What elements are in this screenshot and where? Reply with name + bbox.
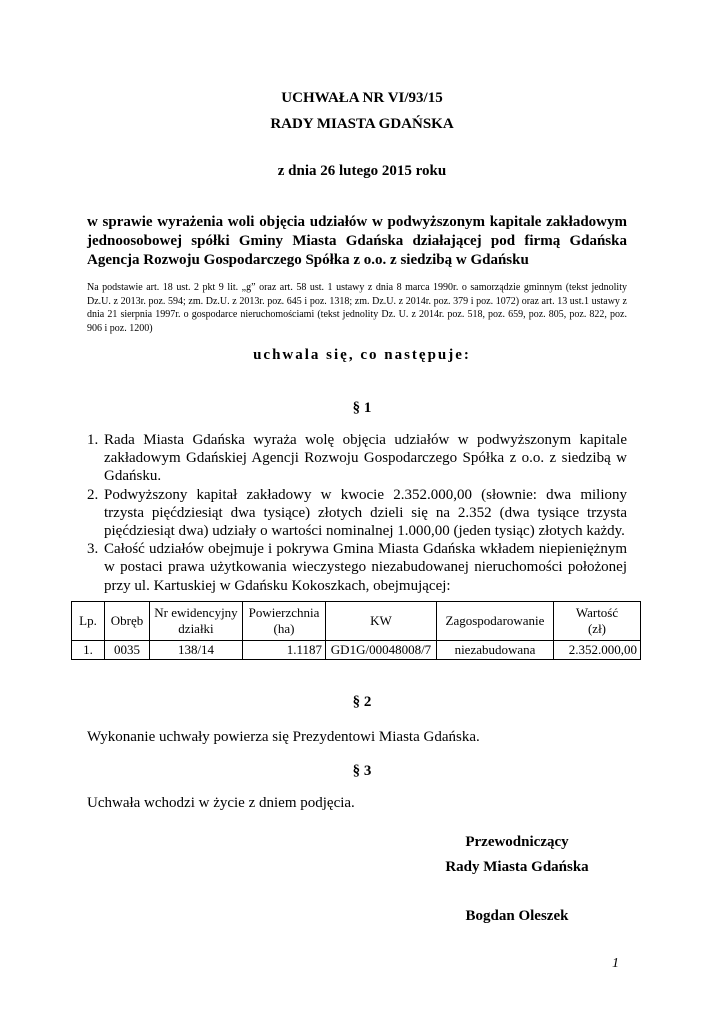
- section-3-heading: § 3: [352, 763, 372, 779]
- col-zagospodarowanie: Zagospodarowanie: [437, 602, 554, 641]
- point-text: Rada Miasta Gdańska wyraża wolę objęcia udziałów w podwyższonym kapitale zakładowym Gdańskiej Agencji Rozwoju Gospodarczego Spółka z o.o. z siedzibą w Gdańsku.: [104, 432, 627, 485]
- list-item: [87, 486, 627, 541]
- section-1-points: [87, 431, 627, 595]
- point-number: 1.: [87, 432, 99, 448]
- cell-nr: 138/14: [150, 641, 243, 660]
- subject-line-3: Agencja Rozwoju Gospodarczego Spółka z o.o. z siedzibą w Gdańsku: [87, 252, 529, 268]
- property-table: [71, 601, 641, 660]
- cell-zagospodarowanie: niezabudowana: [437, 641, 554, 660]
- legal-basis: Na podstawie art. 18 ust. 2 pkt 9 lit. „g” oraz art. 58 ust. 1 ustawy z dnia 8 marca 1990r. o samorządzie gminnym (tekst jednolity Dz.U. z 2013r. poz. 594; zm. Dz.U. z 2013r. poz. 645 i poz. 1318; zm. Dz.U. z 2014r. poz. 379 i poz. 1072) oraz art. 13 ust.1 ustawy z dnia 21 sierpnia 1997r. o gospodarce nieruchomościami (tekst jednolity Dz. U. z 2014r. poz. 518, poz. 659, poz. 805, poz. 822, poz. 906 i poz. 1200): [87, 282, 627, 334]
- point-text: Całość udziałów obejmuje i pokrywa Gmina Miasta Gdańska wkładem niepieniężnym w postaci prawa użytkowania wieczystego niezabudowanej nieruchomości położonej przy ul. Kartuskiej w Gdańsku Kokoszkach, obejmującej:: [104, 541, 627, 594]
- col-wartosc: Wartość (zł): [554, 602, 641, 641]
- col-nr-ewidencyjny: Nr ewidencyjny działki: [150, 602, 243, 641]
- section-2-text: Wykonanie uchwały powierza się Prezydentowi Miasta Gdańska.: [87, 729, 480, 745]
- point-number: 3.: [87, 541, 99, 558]
- subject-line-2: jednoosobowej spółki Gminy Miasta Gdańska działającej pod firmą Gdańska: [87, 233, 627, 249]
- page-number: 1: [612, 956, 619, 971]
- resolution-number: UCHWAŁA NR VI/93/15: [281, 90, 443, 106]
- cell-wartosc: 2.352.000,00: [554, 641, 641, 660]
- col-powierzchnia: Powierzchnia (ha): [243, 602, 326, 641]
- cell-kw: GD1G/00048008/7: [326, 641, 437, 660]
- subject-line-1: w sprawie wyrażenia woli objęcia udziałów w podwyższonym kapitale zakładowym: [87, 214, 627, 230]
- cell-powierzchnia: 1.1187: [243, 641, 326, 660]
- cell-obreb: 0035: [105, 641, 150, 660]
- col-lp: Lp.: [72, 602, 105, 641]
- list-item: [87, 540, 627, 595]
- signatory-name: Bogdan Oleszek: [465, 908, 569, 924]
- signatory-body: Rady Miasta Gdańska: [445, 859, 589, 875]
- signatory-role: Przewodniczący: [465, 834, 569, 850]
- section-3-text: Uchwała wchodzi w życie z dniem podjęcia.: [87, 795, 355, 811]
- table-row: [72, 641, 641, 660]
- section-2-heading: § 2: [352, 694, 372, 710]
- section-1-heading: § 1: [352, 400, 372, 416]
- resolves-heading: uchwala się, co następuje:: [253, 347, 471, 363]
- resolution-date: z dnia 26 lutego 2015 roku: [277, 163, 447, 179]
- list-item: [87, 431, 627, 486]
- council-name: RADY MIASTA GDAŃSKA: [270, 116, 454, 132]
- point-number: 2.: [87, 486, 99, 503]
- col-kw: KW: [326, 602, 437, 641]
- cell-lp: 1.: [72, 641, 105, 660]
- table-header-row: [72, 602, 641, 641]
- resolution-subject: [87, 213, 627, 270]
- col-obreb: Obręb: [105, 602, 150, 641]
- point-text: Podwyższony kapitał zakładowy w kwocie 2.352.000,00 (słownie: dwa miliony trzysta pięćdziesiąt dwa tysiące) złotych dzieli się na 2.352 (dwa tysiące trzysta pięćdziesiąt dwa) udziały o wartości nominalnej 1.000,00 (jeden tysiąc) złotych każdy.: [104, 486, 627, 540]
